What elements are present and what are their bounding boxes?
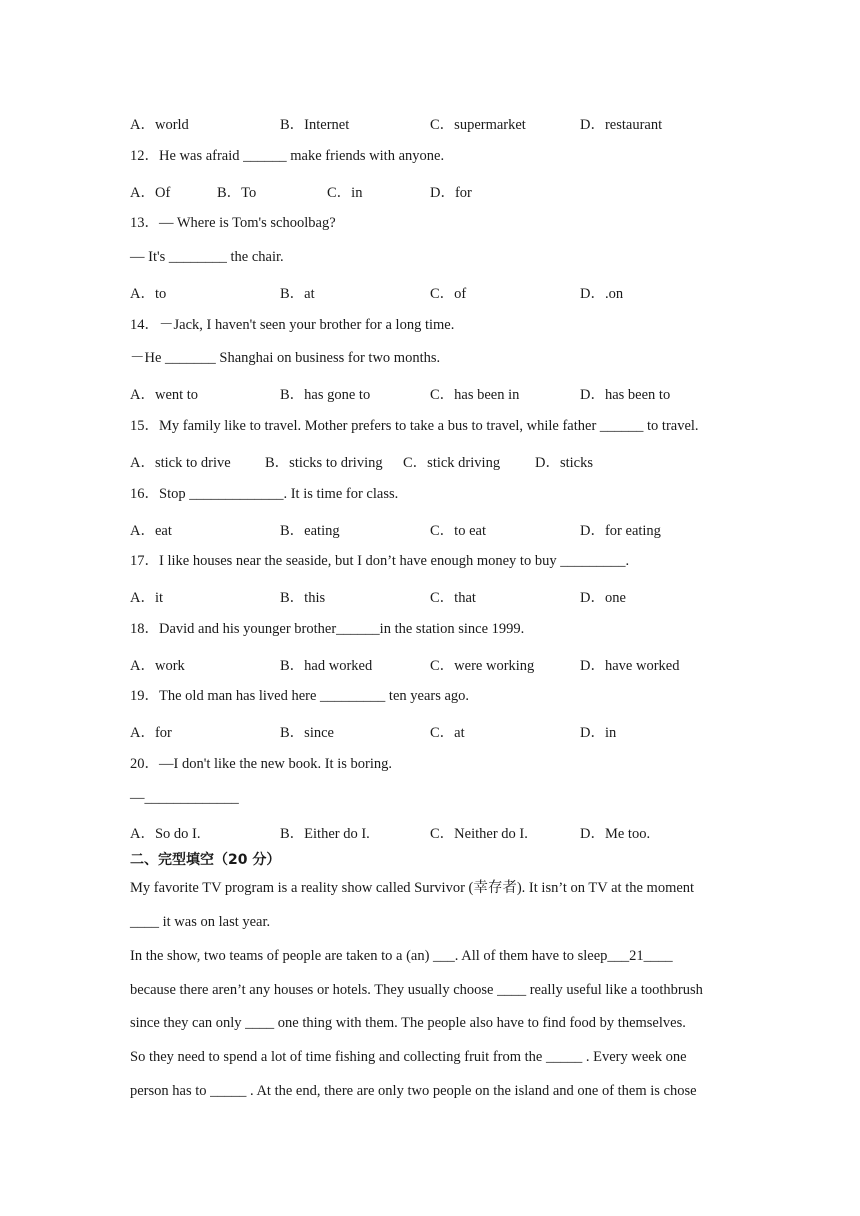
option-b: B．To xyxy=(217,185,257,201)
option-d: D．for xyxy=(430,185,472,201)
option-d: D．.on xyxy=(580,286,624,302)
section-heading: 二、完型填空（20 分） xyxy=(130,852,281,868)
option-b: B．has gone to xyxy=(280,387,371,403)
option-b: B．eating xyxy=(280,523,340,539)
option-b: B．sticks to driving xyxy=(265,455,383,471)
option-c: C．to eat xyxy=(430,523,486,539)
passage-line: So they need to spend a lot of time fishing and collecting fruit from the _____ . Every week one xyxy=(130,1049,687,1065)
question-14-reply: －He _______ Shanghai on business for two months. xyxy=(130,350,441,366)
option-b: B．since xyxy=(280,725,334,741)
option-a: A．world xyxy=(130,117,189,133)
option-d: D．sticks xyxy=(535,455,593,471)
option-a: A．to xyxy=(130,286,167,302)
option-a: A．for xyxy=(130,725,172,741)
option-c: C．stick driving xyxy=(403,455,501,471)
option-c: C．that xyxy=(430,590,476,606)
option-b: B．Either do I. xyxy=(280,826,370,842)
option-c: C．in xyxy=(327,185,363,201)
option-d: D．one xyxy=(580,590,626,606)
option-c: C．supermarket xyxy=(430,117,526,133)
passage-line: since they can only ____ one thing with them. The people also have to find food by themselves. xyxy=(130,1015,686,1031)
option-d: D．in xyxy=(580,725,617,741)
option-c: C．were working xyxy=(430,658,535,674)
question-16: 16．Stop _____________. It is time for class. xyxy=(130,486,399,502)
question-20-reply: —_____________ xyxy=(130,790,239,806)
option-b: B．Internet xyxy=(280,117,350,133)
option-b: B．had worked xyxy=(280,658,373,674)
option-a: A．So do I. xyxy=(130,826,201,842)
passage-line: ____ it was on last year. xyxy=(130,914,271,930)
option-a: A．went to xyxy=(130,387,199,403)
question-18: 18．David and his younger brother______in the station since 1999. xyxy=(130,621,525,637)
passage-line: In the show, two teams of people are taken to a (an) ___. All of them have to sleep___21____ xyxy=(130,948,673,964)
option-c: C．at xyxy=(430,725,465,741)
question-17: 17．I like houses near the seaside, but I don’t have enough money to buy _________. xyxy=(130,553,630,569)
question-13: 13．— Where is Tom's schoolbag? xyxy=(130,215,336,231)
option-d: D．restaurant xyxy=(580,117,663,133)
option-c: C．Neither do I. xyxy=(430,826,528,842)
question-13-reply: — It's ________ the chair. xyxy=(130,249,284,265)
question-19: 19．The old man has lived here _________ ten years ago. xyxy=(130,688,470,704)
question-14: 14．－Jack, I haven't seen your brother for a long time. xyxy=(130,317,455,333)
option-a: A．work xyxy=(130,658,185,674)
option-c: C．has been in xyxy=(430,387,520,403)
passage-line: My favorite TV program is a reality show called Survivor (幸存者). It isn’t on TV at the moment xyxy=(130,880,695,896)
option-a: A．it xyxy=(130,590,164,606)
option-b: B．this xyxy=(280,590,326,606)
question-12: 12．He was afraid ______ make friends with anyone. xyxy=(130,148,445,164)
option-d: D．has been to xyxy=(580,387,671,403)
option-a: A．stick to drive xyxy=(130,455,231,471)
passage-line: person has to _____ . At the end, there are only two people on the island and one of them is chose xyxy=(130,1083,697,1099)
question-15: 15．My family like to travel. Mother prefers to take a bus to travel, while father ______ to travel. xyxy=(130,418,699,434)
passage-line: because there aren’t any houses or hotels. They usually choose ____ really useful like a toothbrush xyxy=(130,982,703,998)
question-20: 20．—I don't like the new book. It is boring. xyxy=(130,756,392,772)
option-a: A．eat xyxy=(130,523,172,539)
option-b: B．at xyxy=(280,286,315,302)
option-d: D．have worked xyxy=(580,658,680,674)
option-d: D．Me too. xyxy=(580,826,651,842)
option-c: C．of xyxy=(430,286,467,302)
option-a: A．Of xyxy=(130,185,171,201)
option-d: D．for eating xyxy=(580,523,661,539)
